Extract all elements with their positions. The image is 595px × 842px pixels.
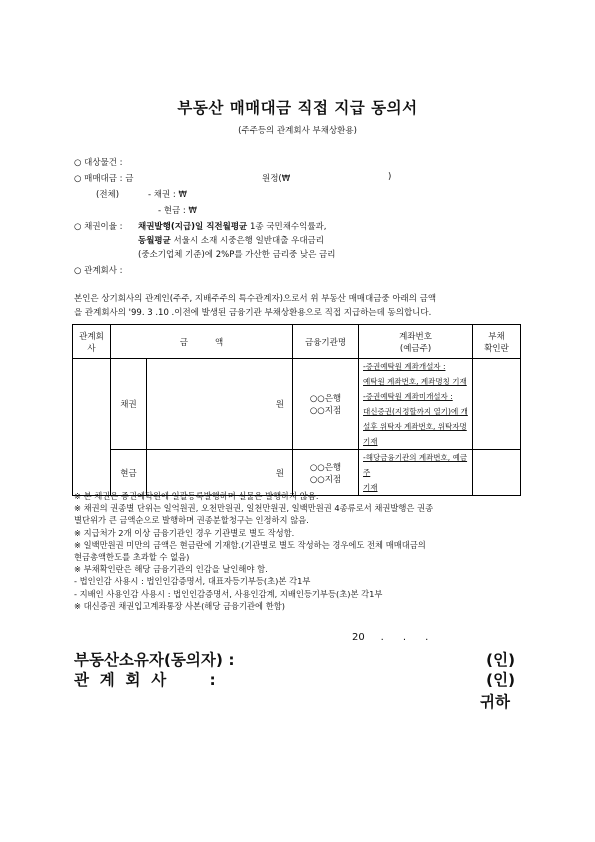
rate-line-2-bold: 동월평균 (138, 236, 171, 246)
amount-close-paren: ) (388, 172, 392, 182)
row-type-bond: 채권 (111, 359, 147, 450)
note-line: - 법인인감 사용시 : 법인인감증명서, 대표자등기부등(초)본 각1부 (74, 576, 311, 587)
consent-paragraph-line-1: 본인은 상기회사의 관계인(주주, 지배주주의 특수관계자)으로서 위 부동산 매매대금중 아래의 금액 (74, 294, 437, 304)
row-won-bond: 원 (147, 359, 293, 450)
bank-name: ○○은행 (309, 462, 342, 473)
owner-seal: (인) (486, 651, 516, 669)
row-bank-bond (293, 359, 359, 450)
document-subtitle: (주주등의 관계회사 부채상환용) (238, 126, 357, 136)
company-label: ○ 관계회사 : (74, 266, 123, 276)
row-debt-check-cash (473, 450, 521, 496)
bank-name: ○○은행 (309, 394, 342, 404)
note-line: ※ 채권의 권종별 단위는 일억원권, 오천만원권, 일천만원권, 일백만원권 4종류로서 채권발행은 권종 (74, 503, 434, 514)
note-line: ※ 대신증권 채권입고계좌통장 사본(해당 금융기관에 한함) (74, 600, 285, 611)
signature-date: 20 . . . (352, 632, 429, 643)
note-line: - 지배인 사용인감 사용시 : 법인인감증명서, 사용인감계, 지배인등기부등(초)본 각1부 (74, 588, 383, 599)
document-title: 부동산 매매대금 직접 지급 동의서 (177, 99, 418, 117)
owner-label: 부동산소유자(동의자) : (74, 651, 235, 669)
account-note-line: -증권예탁원 계좌개설자 : (363, 362, 446, 371)
note-line: ※ 일백만원권 미만의 금액은 현금란에 기재함.(기관별로 별도 작성하는 경우에도 전체 매매대금의 (74, 539, 426, 550)
rate-label: ○ 채권이율 : (74, 222, 123, 232)
total-label: (전체) (96, 190, 120, 200)
addressee: 귀하 (480, 693, 510, 711)
note-line: 별단위가 큰 금액순으로 발행하며 권종분할청구는 인정하지 않음. (74, 515, 309, 526)
amount-won-label: 원정(₩ (262, 174, 291, 184)
row-bank-cash (293, 450, 359, 496)
company-seal: (인) (486, 671, 516, 689)
header-bank: 금융기관명 (293, 325, 359, 359)
header-amount: 금 액 (111, 325, 293, 359)
note-line: ※ 본 채권은 증권예탁원에 일괄등록발행하며 실물은 발행하지 않음. (74, 491, 319, 501)
account-note-line: 기재 (363, 483, 378, 492)
account-note-line: -증권예탁원 계좌미개설자 : (363, 392, 453, 401)
target-label: ○ 대상물건 : (74, 158, 123, 168)
row-account-bond (359, 359, 473, 450)
rate-line-1-bold: 채권발행(지급)일 직전월평균 (138, 222, 248, 232)
row-account-cash (359, 450, 473, 496)
rate-line-1-rest: 1종 국민채수익률과, (247, 222, 327, 232)
row-won-cash: 원 (147, 450, 293, 496)
account-note-line: 예탁원 계좌번호, 계좌명칭 기재 (363, 377, 467, 386)
consent-paragraph-line-2: 을 관계회사의 '99. 3 .10 .이전에 발생된 금융기관 부채상환용으로 직접 지급하는데 동의합니다. (74, 308, 432, 318)
account-note-line: 설후 위탁자 계좌번호, 위탁자명 (363, 422, 467, 431)
header-account: 계좌번호 (예금주) (359, 325, 473, 359)
header-company: 관계회 사 (73, 325, 111, 359)
row-type-cash: 현금 (111, 450, 147, 496)
amount-label: ○ 매매대금 : 금 (74, 174, 134, 184)
account-note-line: 기재 (363, 437, 378, 446)
payment-table (72, 324, 521, 496)
bank-branch: ○○지점 (309, 406, 342, 416)
rate-line-3: (중소기업체 기준)에 2%P를 가산한 금리중 낮은 금리 (138, 250, 336, 260)
bank-branch: ○○지점 (309, 474, 342, 485)
note-line: ※ 부채확인란은 해당 금융기관의 인감을 날인해야 함. (74, 564, 268, 575)
account-note-line: -해당금융기관의 계좌번호, 예금주 (363, 453, 468, 477)
company-cell (73, 359, 111, 496)
notes-block (74, 490, 433, 612)
account-note-line: 대신증권(지정할까지 열기)에 개 (363, 407, 468, 416)
rate-line-1 (138, 220, 326, 232)
note-line: 현금총액한도를 초과할 수 없음) (74, 552, 190, 563)
company-sign-label: 관 계 회 사 : (74, 671, 216, 689)
note-line: ※ 지급처가 2개 이상 금융기관인 경우 기관별로 별도 작성함. (74, 527, 295, 538)
cash-amount-label: - 현금 : ₩ (158, 206, 197, 216)
header-debt-check: 부채 확인란 (473, 325, 521, 359)
rate-line-2-rest: 서울시 소재 시중은행 일반대출 우대금리 (170, 236, 324, 246)
row-debt-check-bond (473, 359, 521, 450)
rate-line-2 (138, 234, 324, 246)
bond-amount-label: - 채권 : ₩ (148, 190, 187, 200)
